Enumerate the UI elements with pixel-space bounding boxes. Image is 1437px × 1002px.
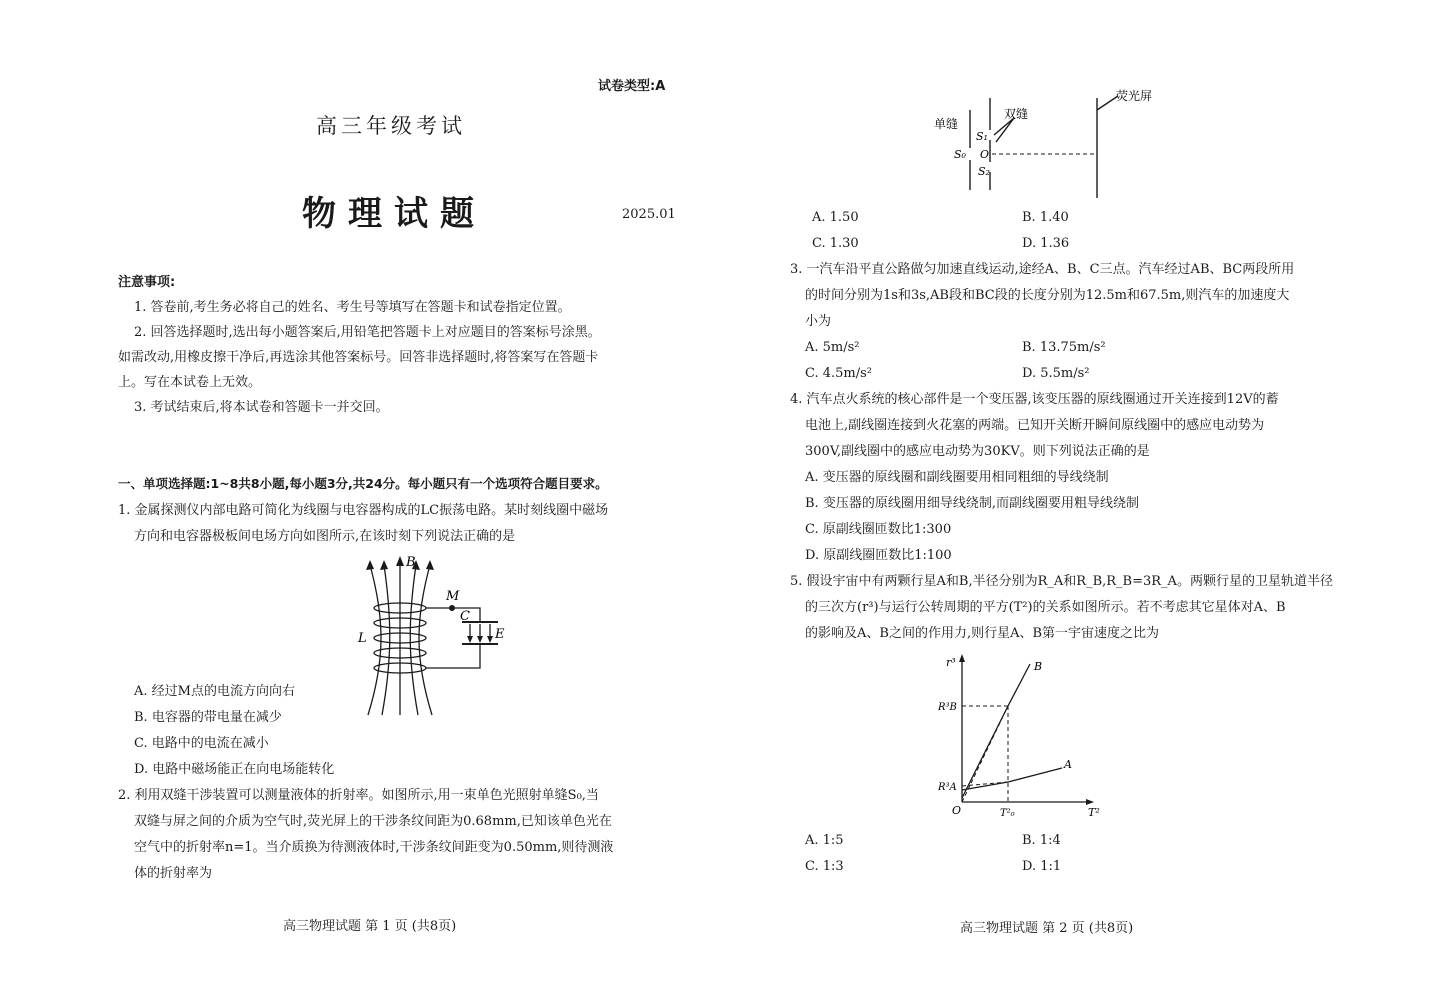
notice-line: 3. 考试结束后,将本试卷和答题卡一并交回。 — [134, 400, 389, 415]
label-screen: 荧光屏 — [1116, 89, 1153, 103]
field-line — [382, 565, 390, 715]
q2-option-a[interactable]: A. 1.50 — [812, 210, 859, 225]
exam-name: 高三年级考试 — [316, 114, 466, 138]
q1-option-b[interactable]: B. 电容器的带电量在减少 — [134, 710, 282, 725]
label-S1: S₁ — [976, 130, 988, 143]
label-M: M — [446, 589, 460, 604]
q5-stem-line: 5. 假设宇宙中有两颗行星A和B,半径分别为R_A和R_B,R_B=3R_A。两颗行星的卫星轨道半径 — [790, 574, 1333, 589]
label-B: B — [406, 555, 416, 570]
label-E: E — [495, 627, 505, 642]
q3-option-d[interactable]: D. 5.5m/s² — [1022, 366, 1090, 381]
q3-option-c[interactable]: C. 4.5m/s² — [805, 366, 873, 381]
paper-type: 试卷类型:A — [598, 79, 666, 94]
q2-stem-line: 空气中的折射率n=1。当介质换为待测液体时,干涉条纹间距变为0.50mm,则待测液 — [134, 840, 614, 855]
field-line — [419, 565, 432, 715]
q1-stem-line: 方向和电容器极板间电场方向如图所示,在该时刻下列说法正确的是 — [134, 529, 516, 544]
line-A-label: A — [1064, 758, 1072, 771]
q2-stem-line: 体的折射率为 — [134, 866, 213, 881]
q4-stem-line: 电池上,副线圈连接到火花塞的两端。已知开关断开瞬间原线圈中的感应电动势为 — [805, 418, 1265, 433]
q4-option-c[interactable]: C. 原副线圈匝数比1:300 — [805, 522, 952, 537]
notice-line: 上。写在本试卷上无效。 — [118, 375, 262, 390]
q3-stem-line: 小为 — [805, 314, 832, 329]
line-A — [962, 768, 1062, 790]
q2-stem-line: 双缝与屏之间的介质为空气时,荧光屏上的干涉条纹间距为0.68mm,已知该单色光在 — [134, 814, 612, 829]
q1-stem-line: 1. 金属探测仪内部电路可简化为线圈与电容器构成的LC振荡电路。某时刻线圈中磁场 — [118, 503, 609, 518]
q5-option-d[interactable]: D. 1:1 — [1022, 859, 1062, 874]
q4-option-b[interactable]: B. 变压器的原线圈用细导线绕制,而副线圈要用粗导线绕制 — [805, 496, 1139, 511]
notice-line: 如需改动,用橡皮擦干净后,再选涂其他答案标号。回答非选择题时,将答案写在答题卡 — [118, 350, 599, 365]
origin-label: O — [952, 804, 962, 817]
line-B-label: B — [1034, 660, 1043, 673]
q3-option-a[interactable]: A. 5m/s² — [805, 340, 860, 355]
q5-option-a[interactable]: A. 1:5 — [805, 833, 844, 848]
label-C: C — [460, 609, 470, 624]
label-L: L — [358, 631, 367, 646]
label-S2: S₂ — [978, 165, 990, 178]
q4-stem-line: 300V,副线圈中的感应电动势为30KV。则下列说法正确的是 — [805, 444, 1150, 459]
q2-double-slit-figure — [930, 90, 1170, 200]
q2-option-c[interactable]: C. 1.30 — [812, 236, 859, 251]
t02-label: T²₀ — [1000, 808, 1015, 819]
q2-option-d[interactable]: D. 1.36 — [1022, 236, 1070, 251]
q1-option-a[interactable]: A. 经过M点的电流方向向右 — [134, 684, 295, 699]
field-line — [410, 565, 418, 715]
q5-stem-line: 的影响及A、B之间的作用力,则行星A、B第一宇宙速度之比为 — [805, 626, 1160, 641]
q3-stem-line: 3. 一汽车沿平直公路做匀加速直线运动,途经A、B、C三点。汽车经过AB、BC两段所用 — [790, 262, 1295, 277]
ra3-label: R³A — [938, 782, 957, 793]
q1-option-d[interactable]: D. 电路中磁场能正在向电场能转化 — [134, 762, 335, 777]
exam-date: 2025.01 — [622, 207, 676, 222]
q3-stem-line: 的时间分别为1s和3s,AB段和BC段的长度分别为12.5m和67.5m,则汽车的加速度大 — [805, 288, 1290, 303]
page1-footer: 高三物理试题 第 1 页 (共8页) — [283, 919, 457, 934]
q5-option-b[interactable]: B. 1:4 — [1022, 833, 1061, 848]
q2-stem-line: 2. 利用双缝干涉装置可以测量液体的折射率。如图所示,用一束单色光照射单缝S₀,当 — [118, 788, 599, 803]
x-axis-label: T² — [1088, 806, 1100, 819]
q4-stem-line: 4. 汽车点火系统的核心部件是一个变压器,该变压器的原线圈通过开关连接到12V的蓄 — [790, 392, 1279, 407]
page2-footer: 高三物理试题 第 2 页 (共8页) — [960, 921, 1134, 936]
label-O: O — [980, 148, 990, 161]
q3-option-b[interactable]: B. 13.75m/s² — [1022, 340, 1106, 355]
notice-line: 1. 答卷前,考生务必将自己的姓名、考生号等填写在答题卡和试卷指定位置。 — [134, 300, 571, 315]
q5-graph — [930, 650, 1110, 820]
notice-line: 2. 回答选择题时,选出每小题答案后,用铅笔把答题卡上对应题目的答案标号涂黑。 — [134, 325, 601, 340]
notice-heading: 注意事项: — [118, 275, 176, 290]
q4-option-d[interactable]: D. 原副线圈匝数比1:100 — [805, 548, 952, 563]
field-line — [368, 565, 381, 715]
y-axis-label: r³ — [946, 656, 956, 669]
label-double-slit: 双缝 — [1004, 107, 1029, 121]
section-heading: 一、单项选择题:1~8共8小题,每小题3分,共24分。每小题只有一个选项符合题目要求。 — [118, 476, 608, 491]
label-single-slit: 单缝 — [934, 117, 959, 131]
rb3-label: R³B — [938, 702, 957, 713]
label-S0: S₀ — [954, 148, 966, 161]
q2-option-b[interactable]: B. 1.40 — [1022, 210, 1069, 225]
q5-option-c[interactable]: C. 1:3 — [805, 859, 844, 874]
q5-stem-line: 的三次方(r³)与运行公转周期的平方(T²)的关系如图所示。若不考虑其它星体对A、B — [805, 600, 1286, 615]
subject-title: 物理试题 — [302, 194, 486, 234]
q4-option-a[interactable]: A. 变压器的原线圈和副线圈要用相同粗细的导线绕制 — [805, 470, 1109, 485]
q1-option-c[interactable]: C. 电路中的电流在减小 — [134, 736, 269, 751]
q1-lc-circuit-figure — [340, 550, 520, 720]
